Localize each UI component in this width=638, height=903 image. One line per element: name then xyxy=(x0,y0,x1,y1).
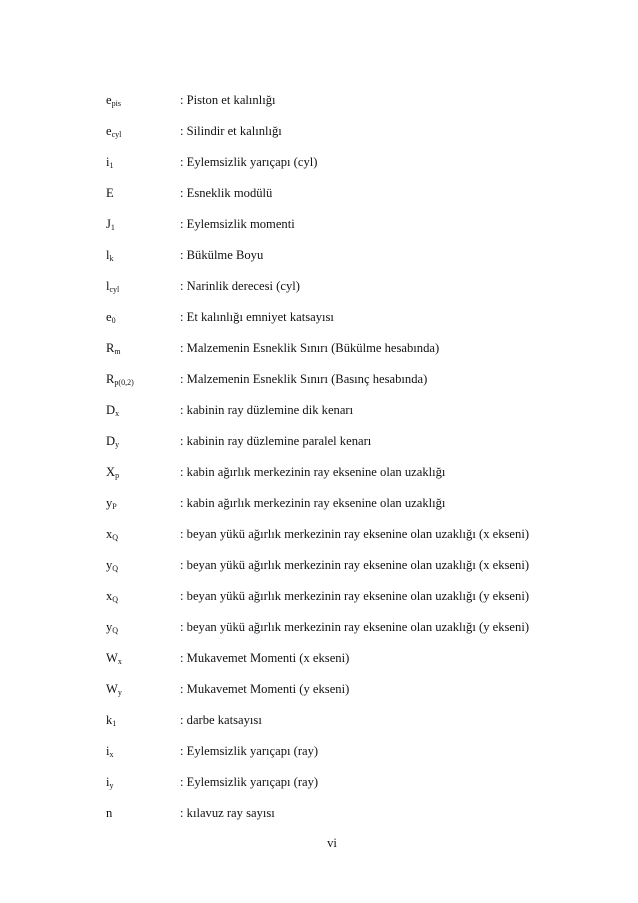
symbol-subscript: y xyxy=(117,688,122,697)
symbol-row xyxy=(0,493,638,513)
symbol-description: : kabinin ray düzlemine dik kenarı xyxy=(180,403,354,417)
symbol-base: y xyxy=(106,620,113,634)
symbol-base: E xyxy=(106,186,114,200)
symbol-description: : Et kalınlığı emniyet katsayısı xyxy=(180,310,334,324)
symbol-row xyxy=(0,803,638,823)
symbol-row xyxy=(0,245,638,265)
symbol-subscript: y xyxy=(109,781,114,790)
symbol-row xyxy=(0,679,638,699)
symbol-description: : Eylemsizlik yarıçapı (ray) xyxy=(180,775,319,789)
symbol-name xyxy=(106,679,122,699)
symbol-base: J xyxy=(106,217,111,231)
symbol-name xyxy=(106,493,117,513)
symbol-name xyxy=(106,90,121,110)
symbol-base: i xyxy=(106,744,110,758)
symbol-row xyxy=(0,524,638,544)
symbol-base: e xyxy=(106,124,112,138)
symbol-description: : Bükülme Boyu xyxy=(180,248,264,262)
symbol-row xyxy=(0,369,638,389)
symbol-description: : Malzemenin Esneklik Sınırı (Basınç hesabında) xyxy=(180,372,428,386)
symbol-base: R xyxy=(106,372,115,386)
symbol-description: : Esneklik modülü xyxy=(180,186,273,200)
symbol-name xyxy=(106,152,114,172)
symbol-row xyxy=(0,152,638,172)
symbol-base: e xyxy=(106,310,112,324)
symbol-subscript: Q xyxy=(112,626,119,635)
symbol-row xyxy=(0,121,638,141)
symbol-row xyxy=(0,586,638,606)
page-number: vi xyxy=(327,836,337,850)
symbol-description: : Narinlik derecesi (cyl) xyxy=(180,279,300,293)
symbol-name xyxy=(106,741,114,761)
symbol-row xyxy=(0,338,638,358)
symbol-name xyxy=(106,183,114,203)
symbol-base: y xyxy=(106,496,113,510)
symbol-row xyxy=(0,400,638,420)
symbol-subscript: 1 xyxy=(112,719,117,728)
symbol-subscript: Q xyxy=(112,595,119,604)
symbol-name xyxy=(106,276,119,296)
symbol-row xyxy=(0,617,638,637)
symbol-base: i xyxy=(106,775,110,789)
symbol-base: D xyxy=(106,434,116,448)
symbol-subscript: x xyxy=(109,750,114,759)
symbol-name xyxy=(106,555,118,575)
symbol-description: : Eylemsizlik yarıçapı (cyl) xyxy=(180,155,318,169)
symbol-name xyxy=(106,586,118,606)
symbol-name xyxy=(106,338,121,358)
symbol-row xyxy=(0,276,638,296)
symbol-subscript: Q xyxy=(112,564,119,573)
symbol-base: X xyxy=(106,465,116,479)
symbol-subscript: pis xyxy=(111,99,121,108)
symbol-base: x xyxy=(106,589,113,603)
symbol-description: : darbe katsayısı xyxy=(180,713,262,727)
symbol-subscript: cyl xyxy=(109,285,120,294)
symbol-description: : Mukavemet Momenti (y ekseni) xyxy=(180,682,350,696)
symbol-base: l xyxy=(106,279,110,293)
symbol-description: : kabinin ray düzlemine paralel kenarı xyxy=(180,434,372,448)
symbol-name xyxy=(106,307,116,327)
symbol-row xyxy=(0,431,638,451)
symbol-name xyxy=(106,121,121,141)
symbol-description: : beyan yükü ağırlık merkezinin ray eksenine olan uzaklığı (x ekseni) xyxy=(180,558,530,572)
symbol-description: : Malzemenin Esneklik Sınırı (Bükülme hesabında) xyxy=(180,341,440,355)
symbol-subscript: m xyxy=(114,347,121,356)
symbol-row xyxy=(0,307,638,327)
symbol-base: W xyxy=(106,651,118,665)
symbol-name xyxy=(106,369,134,389)
symbol-base: x xyxy=(106,527,113,541)
symbol-subscript: p xyxy=(115,471,120,480)
symbol-subscript: x xyxy=(117,657,122,666)
symbol-row xyxy=(0,741,638,761)
symbol-row xyxy=(0,214,638,234)
symbol-subscript: 1 xyxy=(110,223,115,232)
symbol-subscript: x xyxy=(115,409,120,418)
symbol-subscript: cyl xyxy=(111,130,122,139)
symbol-subscript: 1 xyxy=(109,161,114,170)
symbol-description: : Piston et kalınlığı xyxy=(180,93,276,107)
symbol-row xyxy=(0,710,638,730)
symbol-subscript: P xyxy=(112,502,117,511)
symbol-subscript: y xyxy=(115,440,120,449)
symbol-base: k xyxy=(106,713,113,727)
symbol-description: : beyan yükü ağırlık merkezinin ray eksenine olan uzaklığı (x ekseni) xyxy=(180,527,530,541)
symbol-name xyxy=(106,710,116,730)
symbol-base: i xyxy=(106,155,110,169)
symbol-row xyxy=(0,648,638,668)
symbol-name xyxy=(106,462,119,482)
symbol-name xyxy=(106,524,118,544)
symbol-name xyxy=(106,617,118,637)
symbol-description: : kılavuz ray sayısı xyxy=(180,806,275,820)
symbol-description: : Silindir et kalınlığı xyxy=(180,124,282,138)
symbol-name xyxy=(106,214,115,234)
symbol-description: : Eylemsizlik momenti xyxy=(180,217,295,231)
symbol-row xyxy=(0,90,638,110)
symbol-base: D xyxy=(106,403,116,417)
symbol-row xyxy=(0,555,638,575)
symbol-subscript: Q xyxy=(112,533,119,542)
symbol-base: y xyxy=(106,558,113,572)
symbol-base: n xyxy=(106,806,113,820)
symbol-name xyxy=(106,245,114,265)
symbol-description: : Eylemsizlik yarıçapı (ray) xyxy=(180,744,319,758)
symbol-name xyxy=(106,803,112,823)
symbol-name xyxy=(106,400,119,420)
symbol-name xyxy=(106,772,114,792)
symbol-description: : Mukavemet Momenti (x ekseni) xyxy=(180,651,350,665)
symbol-row xyxy=(0,772,638,792)
symbol-row xyxy=(0,183,638,203)
symbol-description: : kabin ağırlık merkezinin ray eksenine olan uzaklığı xyxy=(180,465,446,479)
symbol-base: W xyxy=(106,682,118,696)
symbol-subscript: k xyxy=(109,254,114,263)
symbol-subscript: p(0,2) xyxy=(114,378,134,387)
symbol-description: : beyan yükü ağırlık merkezinin ray eksenine olan uzaklığı (y ekseni) xyxy=(180,620,530,634)
symbol-name xyxy=(106,648,122,668)
symbol-base: l xyxy=(106,248,110,262)
symbol-base: R xyxy=(106,341,115,355)
symbol-name xyxy=(106,431,119,451)
symbol-row xyxy=(0,462,638,482)
symbol-subscript: 0 xyxy=(111,316,116,325)
symbol-description: : kabin ağırlık merkezinin ray eksenine olan uzaklığı xyxy=(180,496,446,510)
symbol-description: : beyan yükü ağırlık merkezinin ray eksenine olan uzaklığı (y ekseni) xyxy=(180,589,530,603)
symbol-base: e xyxy=(106,93,112,107)
